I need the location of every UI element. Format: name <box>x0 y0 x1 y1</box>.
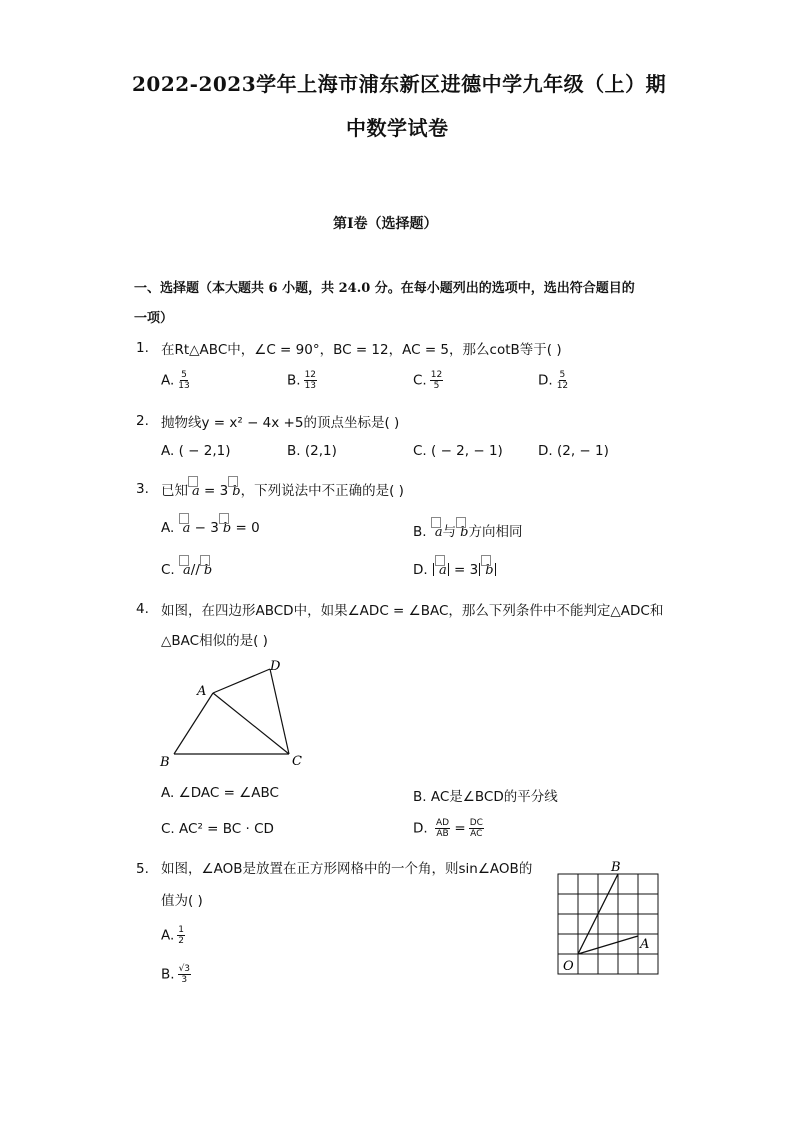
page-title-line2: 中数学试卷 <box>346 116 449 140</box>
q2-option-b: B. (2,1) <box>287 443 337 459</box>
point-label-o: O <box>563 959 574 974</box>
q4-option-c: C. AC² = BC · CD <box>161 821 274 837</box>
q1-option-d: D. $\frac{5}{12}$ <box>538 370 569 391</box>
question-1-text: 在Rt△ABC中，∠C = 90°，BC = 12，AC = 5，那么cotB等于( ) <box>161 342 562 358</box>
question-number: 1. <box>136 340 149 356</box>
segment-ad <box>213 669 270 693</box>
section-instructions: 一、选择题（本大题共 6 小题，共 24.0 分。在每小题列出的选项中，选出符合题目的 <box>134 281 635 296</box>
angle-grid-figure <box>550 858 665 978</box>
q3-option-a: A. a − 3 b = 0 <box>161 520 260 536</box>
ray-oa <box>578 936 638 954</box>
vertex-label-b: B <box>160 755 170 770</box>
q4-option-d: D. $\frac{AD}{AB}$ = $\frac{DC}{AC}$ <box>413 818 483 839</box>
point-label-b: B <box>611 860 621 875</box>
question-5-text: 如图，∠AOB是放置在正方形网格中的一个角，则sin∠AOB的 <box>161 861 533 877</box>
q2-option-c: C. ( − 2, − 1) <box>413 443 503 459</box>
question-4-text: 如图，在四边形ABCD中，如果∠ADC = ∠BAC，那么下列条件中不能判定△ADC和 <box>161 603 664 619</box>
q4-option-b: B. AC是∠BCD的平分线 <box>413 789 558 805</box>
quadrilateral-figure <box>150 655 320 775</box>
segment-ab <box>174 693 213 754</box>
question-3-text: 已知 a = 3 b，下列说法中不正确的是( ) <box>161 479 404 499</box>
part-heading: 第Ⅰ卷（选择题） <box>333 216 438 232</box>
vertex-label-d: D <box>270 659 281 674</box>
q1-option-b: B. $\frac{12}{13}$ <box>287 370 317 391</box>
q3-option-b: B. a与 b方向相同 <box>413 520 522 540</box>
question-number: 3. <box>136 481 149 497</box>
question-number: 2. <box>136 413 149 429</box>
section-instructions-cont: 一项） <box>134 311 174 326</box>
question-number: 4. <box>136 601 149 617</box>
vertex-label-c: C <box>292 754 302 769</box>
q1-option-c: C. $\frac{12}{5}$ <box>413 370 443 391</box>
q5-option-b: B. $\frac{√3}{3}$ <box>161 964 191 985</box>
question-5-text-cont: 值为( ) <box>161 893 203 909</box>
point-label-a: A <box>640 937 650 952</box>
q3-option-d: D. a = 3 b <box>413 562 497 578</box>
q2-option-d: D. (2, − 1) <box>538 443 609 459</box>
question-2-text: 抛物线y = x² − 4x +5的顶点坐标是( ) <box>161 415 400 431</box>
q4-option-a: A. ∠DAC = ∠ABC <box>161 785 279 801</box>
vertex-label-a: A <box>197 684 207 699</box>
q2-option-a: A. ( − 2,1) <box>161 443 231 459</box>
page-title-line1: 2022-2023学年上海市浦东新区进德中学九年级（上）期 <box>132 72 667 96</box>
q5-option-a: A. $\frac{1}{2}$ <box>161 925 185 946</box>
question-4-text-cont: △BAC相似的是( ) <box>161 633 268 649</box>
q3-option-c: C. a// b <box>161 562 212 578</box>
question-number: 5. <box>136 861 149 877</box>
q1-option-a: A. $\frac{5}{13}$ <box>161 370 190 391</box>
